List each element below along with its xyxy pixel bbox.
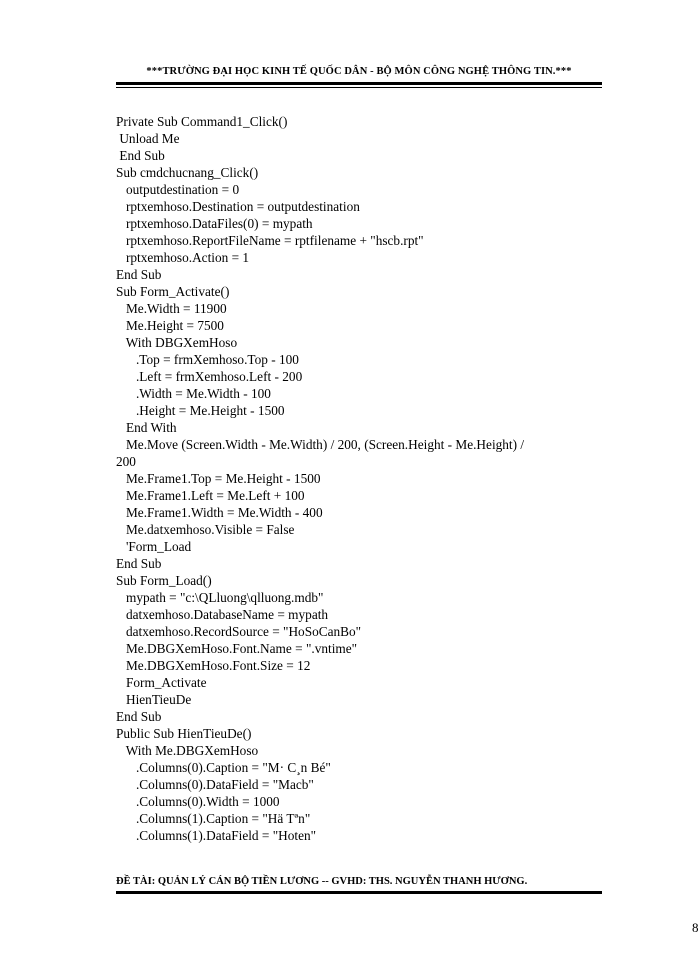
code-line: rptxemhoso.DataFiles(0) = mypath (116, 216, 313, 231)
code-line: 200 (116, 454, 136, 469)
code-line: outputdestination = 0 (116, 182, 240, 197)
code-line: Public Sub HienTieuDe() (116, 726, 252, 741)
code-line: Me.DBGXemHoso.Font.Size = 12 (116, 658, 311, 673)
code-line: 'Form_Load (116, 539, 192, 554)
code-listing (116, 113, 600, 844)
code-line: .Columns(1).DataField = "Hoten" (116, 828, 317, 843)
code-line: Me.Frame1.Left = Me.Left + 100 (116, 488, 305, 503)
code-line: datxemhoso.RecordSource = "HoSoCanBo" (116, 624, 362, 639)
page-number: 8 (692, 920, 699, 935)
code-line: .Height = Me.Height - 1500 (116, 403, 285, 418)
code-line: Sub cmdchucnang_Click() (116, 165, 259, 180)
code-line: datxemhoso.DatabaseName = mypath (116, 607, 329, 622)
code-line: With Me.DBGXemHoso (116, 743, 259, 758)
code-line: rptxemhoso.ReportFileName = rptfilename + "hscb.rpt" (116, 233, 424, 248)
code-line: .Columns(0).Caption = "M· C¸n Bé" (116, 760, 331, 775)
code-line: End Sub (116, 148, 165, 163)
header-rule-thin (116, 87, 602, 88)
code-line: .Columns(0).Width = 1000 (116, 794, 280, 809)
code-line: .Columns(1).Caption = "Hä Tªn" (116, 811, 311, 826)
code-line: Me.Height = 7500 (116, 318, 224, 333)
page-header: ***TRƯỜNG ĐẠI HỌC KINH TẾ QUỐC DÂN - BỘ MÔN CÔNG NGHỆ THÔNG TIN.*** (146, 66, 572, 77)
code-line: Sub Form_Load() (116, 573, 212, 588)
code-line: End Sub (116, 556, 162, 571)
page-footer: ĐỀ TÀI: QUẢN LÝ CÁN BỘ TIỀN LƯƠNG -- GVHD: THS. NGUYỄN THANH HƯƠNG. (116, 876, 528, 887)
code-line: .Columns(0).DataField = "Macb" (116, 777, 314, 792)
code-line: Unload Me (116, 131, 180, 146)
code-line: End Sub (116, 267, 162, 282)
code-line: Form_Activate (116, 675, 207, 690)
code-line: Me.DBGXemHoso.Font.Name = ".vntime" (116, 641, 358, 656)
code-line: rptxemhoso.Action = 1 (116, 250, 250, 265)
code-line: HienTieuDe (116, 692, 192, 707)
code-line: Me.Frame1.Width = Me.Width - 400 (116, 505, 323, 520)
code-line: Me.Move (Screen.Width - Me.Width) / 200, (Screen.Height - Me.Height) / (116, 437, 525, 452)
code-line: Me.datxemhoso.Visible = False (116, 522, 295, 537)
code-line: Private Sub Command1_Click() (116, 114, 288, 129)
header-rule-thick (116, 82, 602, 85)
code-line: End Sub (116, 709, 162, 724)
code-line: .Width = Me.Width - 100 (116, 386, 271, 401)
code-line: Me.Width = 11900 (116, 301, 227, 316)
code-line: End With (116, 420, 177, 435)
code-line: rptxemhoso.Destination = outputdestination (116, 199, 360, 214)
code-line: .Top = frmXemhoso.Top - 100 (116, 352, 299, 367)
footer-rule-thick (116, 891, 602, 894)
code-line: With DBGXemHoso (116, 335, 238, 350)
code-line: .Left = frmXemhoso.Left - 200 (116, 369, 303, 384)
code-line: Sub Form_Activate() (116, 284, 230, 299)
code-line: Me.Frame1.Top = Me.Height - 1500 (116, 471, 321, 486)
code-line: mypath = "c:\QLluong\qlluong.mdb" (116, 590, 324, 605)
